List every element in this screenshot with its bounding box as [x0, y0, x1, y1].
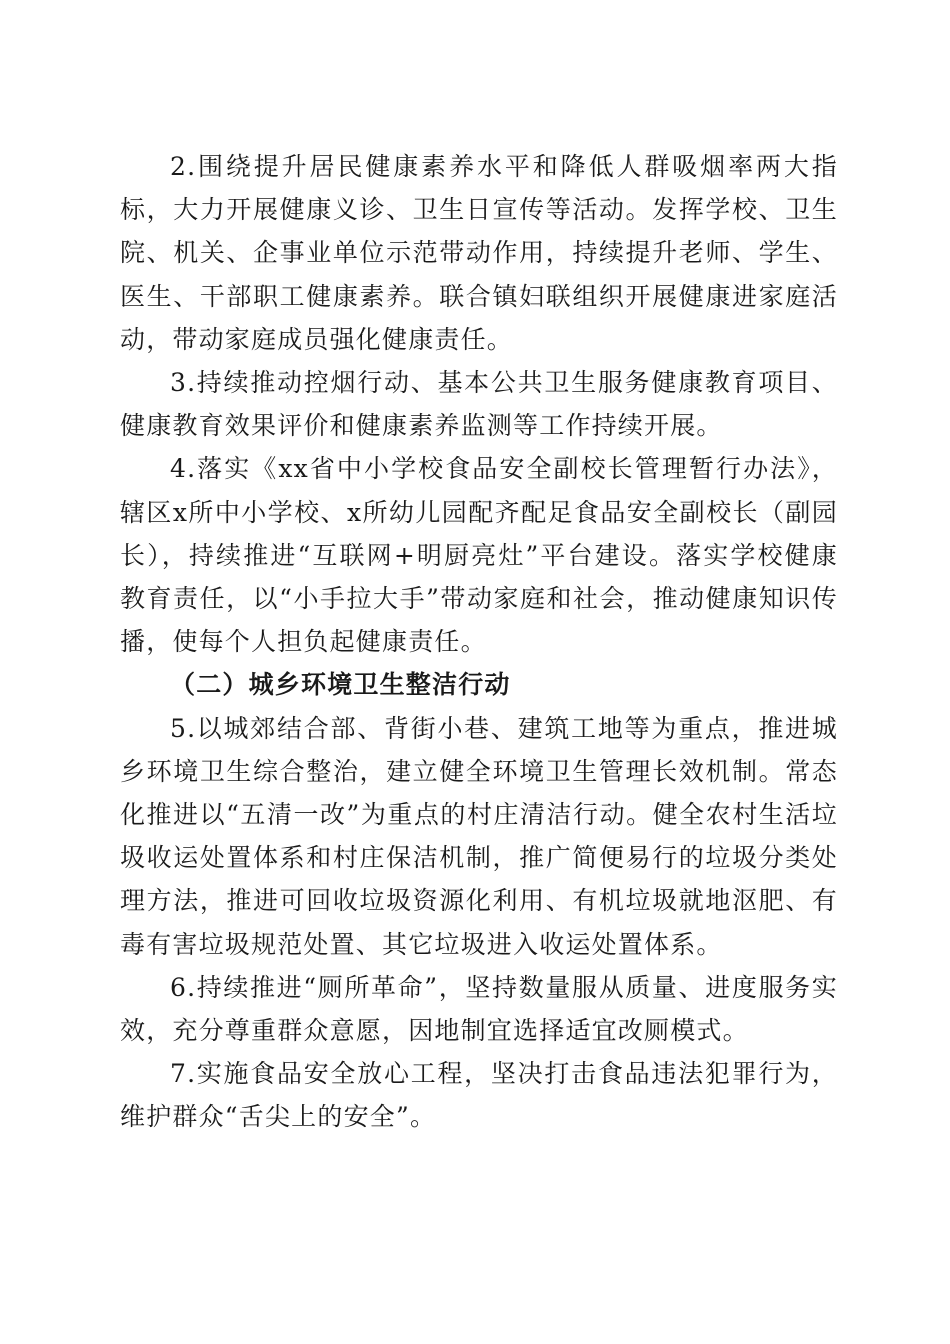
paragraph-item-2: 2.围绕提升居民健康素养水平和降低人群吸烟率两大指标，大力开展健康义诊、卫生日宣传等活动。发挥学校、卫生院、机关、企事业单位示范带动作用，持续提升老师、学生、医生、干部职工健康素养。联合镇妇联组织开展健康进家庭活动，带动家庭成员强化健康责任。 [120, 152, 838, 354]
section-heading: （二）城乡环境卫生整洁行动 [170, 670, 511, 700]
document-body [120, 145, 838, 1139]
paragraph-item-7: 7.实施食品安全放心工程，坚决打击食品违法犯罪行为，维护群众“舌尖上的安全”。 [120, 1059, 838, 1132]
paragraph-item-4: 4.落实《xx省中小学校食品安全副校长管理暂行办法》，辖区x所中小学校、x所幼儿园配齐配足食品安全副校长（副园长），持续推进“互联网+明厨亮灶”平台建设。落实学校健康教育责任，以“小手拉大手”带动家庭和社会，推动健康知识传播，使每个人担负起健康责任。 [120, 454, 838, 657]
paragraph-item-6: 6.持续推进“厕所革命”，坚持数量服从质量、进度服务实效，充分尊重群众意愿，因地制宜选择适宜改厕模式。 [120, 972, 838, 1046]
paragraph-item-5: 5.以城郊结合部、背街小巷、建筑工地等为重点，推进城乡环境卫生综合整治，建立健全环境卫生管理长效机制。常态化推进以“五清一改”为重点的村庄清洁行动。健全农村生活垃圾收运处置体系和村庄保洁机制，推广简便易行的垃圾分类处理方法，推进可回收垃圾资源化利用、有机垃圾就地沤肥、有毒有害垃圾规范处置、其它垃圾进入收运处置体系。 [120, 713, 838, 959]
paragraph-item-3: 3.持续推动控烟行动、基本公共卫生服务健康教育项目、健康教育效果评价和健康素养监测等工作持续开展。 [120, 368, 838, 441]
